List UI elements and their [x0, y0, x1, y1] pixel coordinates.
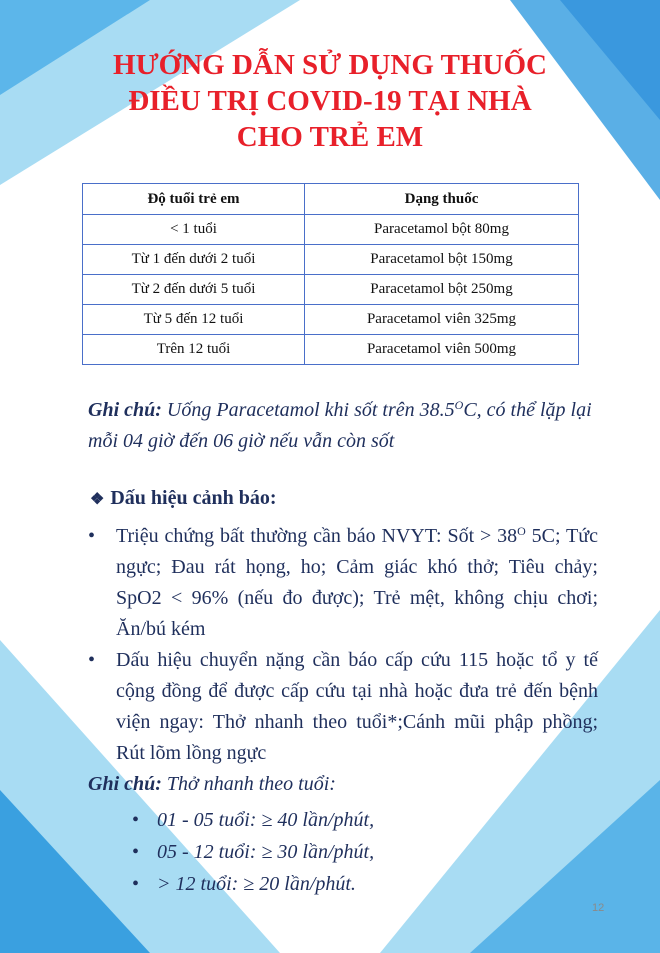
cell-medicine: Paracetamol viên 500mg [305, 335, 579, 365]
note-label: Ghi chú: [88, 773, 162, 795]
breathing-rate-text: > 12 tuổi: ≥ 20 lần/phút. [157, 873, 356, 895]
note-text: Uống Paracetamol khi sốt trên 38.5 [161, 399, 455, 421]
breathing-rate-text: 05 - 12 tuổi: ≥ 30 lần/phút, [157, 841, 375, 863]
degree-sup: O [454, 397, 464, 412]
page-title [60, 47, 600, 155]
bullet-dot-icon: • [132, 841, 140, 863]
degree-sup: O [517, 523, 526, 538]
title-line-2: ĐIỀU TRỊ COVID-19 TẠI NHÀ [128, 85, 532, 117]
warning-item-text-rest: 5C; Tức ngực; Đau rát họng, ho; Cảm giác khó thở; Tiêu chảy; SpO2 < 96% (nếu đo được); Trẻ mệt, không chịu chơi; Ăn/bú kém [116, 525, 598, 640]
table-row [83, 305, 579, 335]
table-row [83, 335, 579, 365]
breathing-rate-text: 01 - 05 tuổi: ≥ 40 lần/phút, [157, 809, 375, 831]
bullet-dot-icon: • [88, 525, 96, 547]
bullet-dot-icon: • [132, 873, 140, 895]
note-paracetamol [88, 395, 598, 457]
column-header-age: Độ tuổi trẻ em [83, 184, 305, 215]
table-row [83, 215, 579, 245]
cell-age: Trên 12 tuổi [83, 335, 305, 365]
table-row [83, 275, 579, 305]
cell-age: Từ 1 đến dưới 2 tuổi [83, 245, 305, 275]
cell-medicine: Paracetamol bột 250mg [305, 275, 579, 305]
cell-medicine: Paracetamol bột 150mg [305, 245, 579, 275]
page-number: 12 [592, 902, 605, 914]
note-text-rest: C, có thể lặp lại mỗi 04 giờ đến 06 giờ nếu vẫn còn sốt [88, 399, 592, 452]
table-header-row [83, 184, 579, 215]
warning-item-text: Dấu hiệu chuyển nặng cần báo cấp cứu 115 hoặc tổ y tế cộng đồng để được cấp cứu tại nhà hoặc đưa trẻ đến bệnh viện ngay: Thở nhanh theo tuổi*;Cánh mũi phập phồng; Rút lõm lồng ngực [116, 649, 598, 764]
table-row [83, 245, 579, 275]
warning-heading [90, 487, 277, 510]
cell-medicine: Paracetamol bột 80mg [305, 215, 579, 245]
note-label: Ghi chú: [88, 399, 162, 421]
note-breathing [88, 773, 336, 796]
title-line-1: HƯỚNG DẪN SỬ DỤNG THUỐC [113, 49, 547, 81]
cell-age: Từ 2 đến dưới 5 tuổi [83, 275, 305, 305]
list-item [132, 806, 374, 834]
diamond-bullet-icon: ❖ [90, 491, 105, 508]
list-item [88, 521, 598, 645]
bullet-dot-icon: • [88, 649, 96, 671]
dosage-table [82, 183, 579, 365]
column-header-medicine: Dạng thuốc [305, 184, 579, 215]
title-line-3: CHO TRẺ EM [236, 121, 424, 153]
bullet-dot-icon: • [132, 809, 140, 831]
cell-age: < 1 tuổi [83, 215, 305, 245]
warning-heading-text: Dấu hiệu cảnh báo: [110, 487, 277, 509]
list-item [88, 645, 598, 769]
warning-item-text: Triệu chứng bất thường cần báo NVYT: Sốt > 38 [116, 525, 518, 547]
cell-medicine: Paracetamol viên 325mg [305, 305, 579, 335]
list-item [132, 870, 356, 898]
cell-age: Từ 5 đến 12 tuổi [83, 305, 305, 335]
warning-list [88, 521, 598, 769]
list-item [132, 838, 374, 866]
note-text: Thở nhanh theo tuổi: [161, 773, 336, 795]
